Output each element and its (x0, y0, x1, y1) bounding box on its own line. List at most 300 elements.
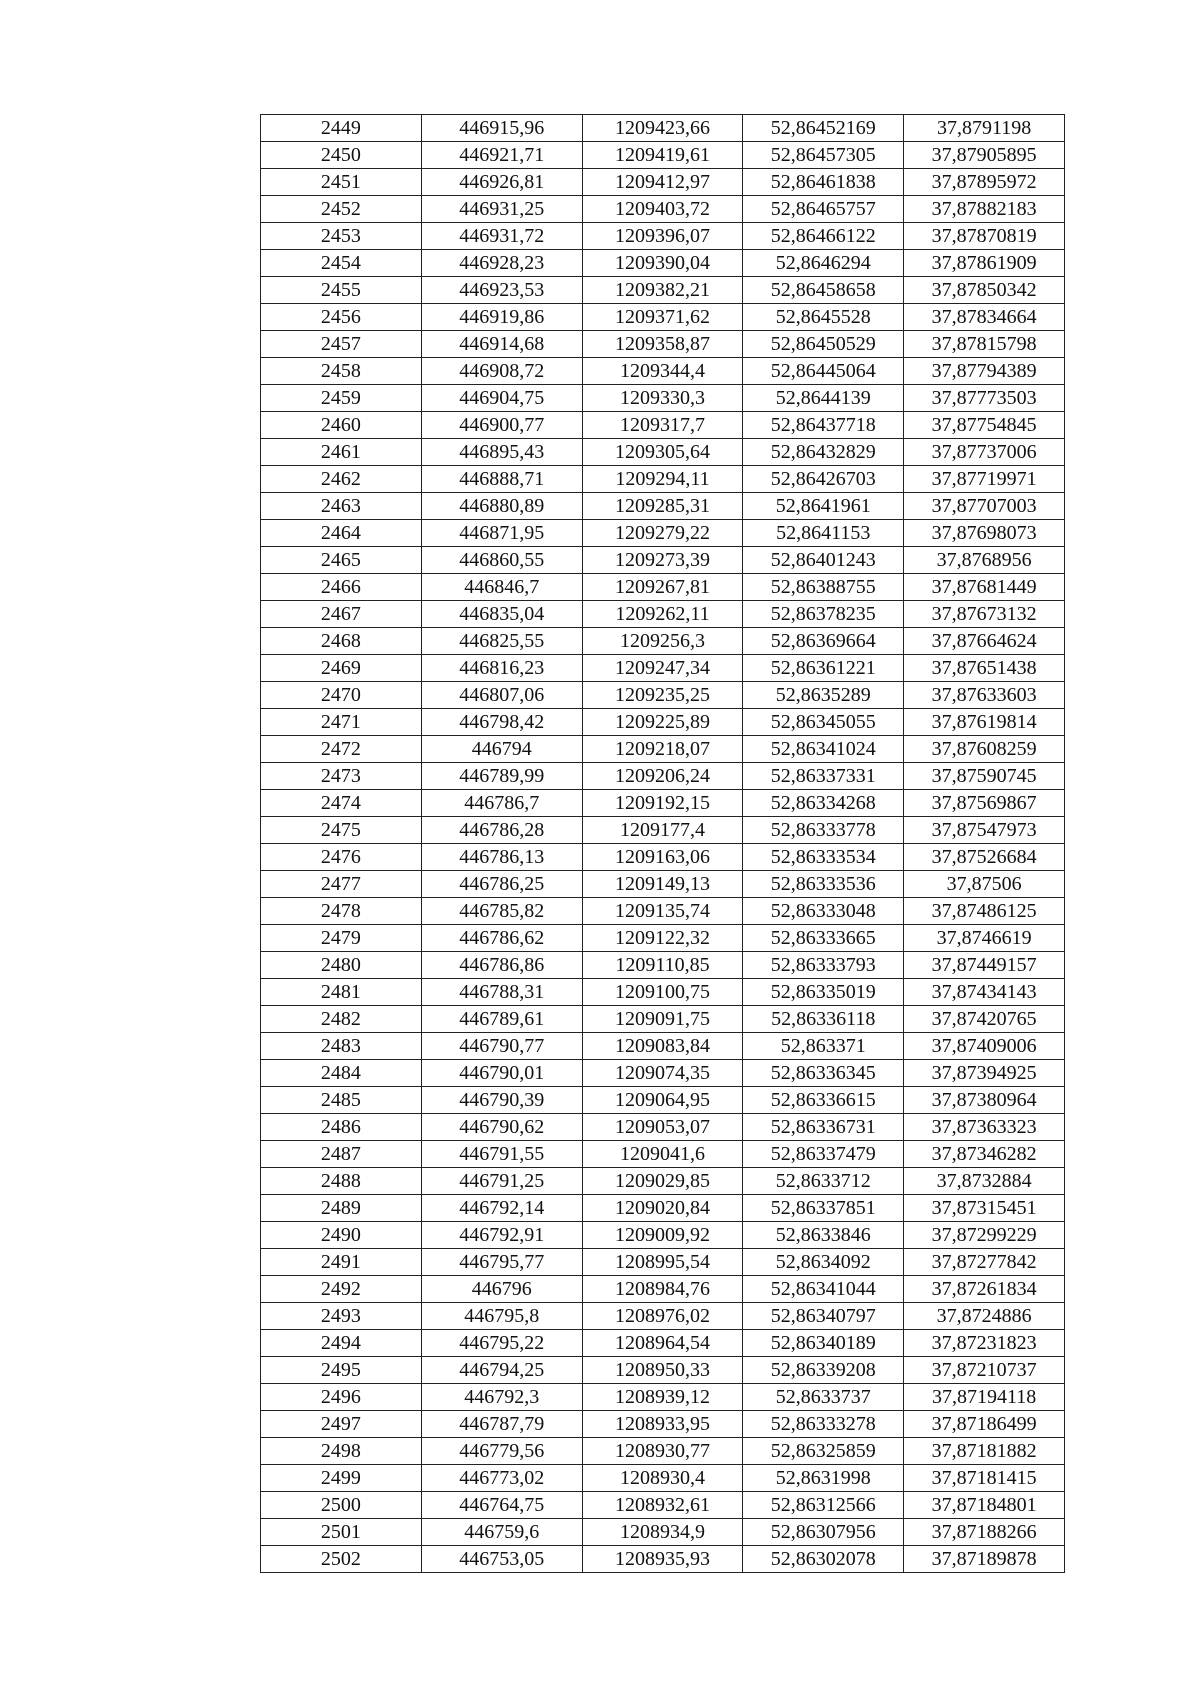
y-coordinate-cell: 1209135,74 (582, 898, 743, 925)
longitude-cell: 37,87633603 (904, 682, 1065, 709)
y-coordinate-cell: 1208930,77 (582, 1438, 743, 1465)
latitude-cell: 52,863371 (743, 1033, 904, 1060)
latitude-cell: 52,86432829 (743, 439, 904, 466)
point-number-cell: 2455 (261, 277, 422, 304)
x-coordinate-cell: 446791,25 (421, 1168, 582, 1195)
latitude-cell: 52,8645528 (743, 304, 904, 331)
y-coordinate-cell: 1209247,34 (582, 655, 743, 682)
x-coordinate-cell: 446816,23 (421, 655, 582, 682)
longitude-cell: 37,87188266 (904, 1519, 1065, 1546)
table-row (261, 601, 1065, 628)
point-number-cell: 2471 (261, 709, 422, 736)
latitude-cell: 52,86333793 (743, 952, 904, 979)
latitude-cell: 52,86336731 (743, 1114, 904, 1141)
x-coordinate-cell: 446915,96 (421, 115, 582, 142)
x-coordinate-cell: 446786,25 (421, 871, 582, 898)
x-coordinate-cell: 446786,13 (421, 844, 582, 871)
y-coordinate-cell: 1208930,4 (582, 1465, 743, 1492)
x-coordinate-cell: 446880,89 (421, 493, 582, 520)
table-row (261, 493, 1065, 520)
y-coordinate-cell: 1209053,07 (582, 1114, 743, 1141)
longitude-cell: 37,87815798 (904, 331, 1065, 358)
latitude-cell: 52,86345055 (743, 709, 904, 736)
x-coordinate-cell: 446795,8 (421, 1303, 582, 1330)
y-coordinate-cell: 1209396,07 (582, 223, 743, 250)
point-number-cell: 2460 (261, 412, 422, 439)
y-coordinate-cell: 1209344,4 (582, 358, 743, 385)
x-coordinate-cell: 446790,01 (421, 1060, 582, 1087)
latitude-cell: 52,86325859 (743, 1438, 904, 1465)
x-coordinate-cell: 446825,55 (421, 628, 582, 655)
x-coordinate-cell: 446795,22 (421, 1330, 582, 1357)
table-row (261, 385, 1065, 412)
table-row (261, 223, 1065, 250)
longitude-cell: 37,87194118 (904, 1384, 1065, 1411)
latitude-cell: 52,86337479 (743, 1141, 904, 1168)
point-number-cell: 2458 (261, 358, 422, 385)
longitude-cell: 37,87189878 (904, 1546, 1065, 1573)
longitude-cell: 37,87184801 (904, 1492, 1065, 1519)
longitude-cell: 37,87181415 (904, 1465, 1065, 1492)
latitude-cell: 52,86341044 (743, 1276, 904, 1303)
table-row (261, 790, 1065, 817)
x-coordinate-cell: 446786,62 (421, 925, 582, 952)
point-number-cell: 2465 (261, 547, 422, 574)
y-coordinate-cell: 1208934,9 (582, 1519, 743, 1546)
y-coordinate-cell: 1209330,3 (582, 385, 743, 412)
latitude-cell: 52,86340189 (743, 1330, 904, 1357)
longitude-cell: 37,8724886 (904, 1303, 1065, 1330)
x-coordinate-cell: 446796 (421, 1276, 582, 1303)
y-coordinate-cell: 1209279,22 (582, 520, 743, 547)
point-number-cell: 2452 (261, 196, 422, 223)
latitude-cell: 52,86457305 (743, 142, 904, 169)
x-coordinate-cell: 446794 (421, 736, 582, 763)
latitude-cell: 52,86437718 (743, 412, 904, 439)
x-coordinate-cell: 446888,71 (421, 466, 582, 493)
y-coordinate-cell: 1209218,07 (582, 736, 743, 763)
x-coordinate-cell: 446914,68 (421, 331, 582, 358)
point-number-cell: 2462 (261, 466, 422, 493)
latitude-cell: 52,86445064 (743, 358, 904, 385)
point-number-cell: 2492 (261, 1276, 422, 1303)
table-row (261, 520, 1065, 547)
table-row (261, 196, 1065, 223)
y-coordinate-cell: 1209358,87 (582, 331, 743, 358)
point-number-cell: 2498 (261, 1438, 422, 1465)
table-row (261, 1195, 1065, 1222)
table-row (261, 844, 1065, 871)
latitude-cell: 52,86341024 (743, 736, 904, 763)
latitude-cell: 52,86333534 (743, 844, 904, 871)
longitude-cell: 37,8746619 (904, 925, 1065, 952)
latitude-cell: 52,86333536 (743, 871, 904, 898)
table-row (261, 682, 1065, 709)
y-coordinate-cell: 1209149,13 (582, 871, 743, 898)
point-number-cell: 2454 (261, 250, 422, 277)
x-coordinate-cell: 446759,6 (421, 1519, 582, 1546)
point-number-cell: 2502 (261, 1546, 422, 1573)
table-row (261, 250, 1065, 277)
x-coordinate-cell: 446790,77 (421, 1033, 582, 1060)
table-row (261, 115, 1065, 142)
x-coordinate-cell: 446895,43 (421, 439, 582, 466)
x-coordinate-cell: 446773,02 (421, 1465, 582, 1492)
x-coordinate-cell: 446791,55 (421, 1141, 582, 1168)
x-coordinate-cell: 446919,86 (421, 304, 582, 331)
longitude-cell: 37,87210737 (904, 1357, 1065, 1384)
point-number-cell: 2477 (261, 871, 422, 898)
longitude-cell: 37,87590745 (904, 763, 1065, 790)
longitude-cell: 37,87794389 (904, 358, 1065, 385)
table-row (261, 1006, 1065, 1033)
point-number-cell: 2491 (261, 1249, 422, 1276)
longitude-cell: 37,87651438 (904, 655, 1065, 682)
point-number-cell: 2496 (261, 1384, 422, 1411)
point-number-cell: 2487 (261, 1141, 422, 1168)
longitude-cell: 37,87394925 (904, 1060, 1065, 1087)
x-coordinate-cell: 446779,56 (421, 1438, 582, 1465)
x-coordinate-cell: 446786,28 (421, 817, 582, 844)
y-coordinate-cell: 1209262,11 (582, 601, 743, 628)
latitude-cell: 52,86361221 (743, 655, 904, 682)
table-row (261, 439, 1065, 466)
x-coordinate-cell: 446792,14 (421, 1195, 582, 1222)
y-coordinate-cell: 1208964,54 (582, 1330, 743, 1357)
latitude-cell: 52,86336345 (743, 1060, 904, 1087)
x-coordinate-cell: 446860,55 (421, 547, 582, 574)
longitude-cell: 37,87773503 (904, 385, 1065, 412)
table-row (261, 1465, 1065, 1492)
point-number-cell: 2467 (261, 601, 422, 628)
x-coordinate-cell: 446789,99 (421, 763, 582, 790)
latitude-cell: 52,8635289 (743, 682, 904, 709)
longitude-cell: 37,87754845 (904, 412, 1065, 439)
latitude-cell: 52,8646294 (743, 250, 904, 277)
point-number-cell: 2475 (261, 817, 422, 844)
x-coordinate-cell: 446792,3 (421, 1384, 582, 1411)
longitude-cell: 37,87905895 (904, 142, 1065, 169)
latitude-cell: 52,8633712 (743, 1168, 904, 1195)
table-row (261, 574, 1065, 601)
longitude-cell: 37,87277842 (904, 1249, 1065, 1276)
longitude-cell: 37,87506 (904, 871, 1065, 898)
latitude-cell: 52,8631998 (743, 1465, 904, 1492)
latitude-cell: 52,86335019 (743, 979, 904, 1006)
point-number-cell: 2501 (261, 1519, 422, 1546)
x-coordinate-cell: 446807,06 (421, 682, 582, 709)
latitude-cell: 52,8633737 (743, 1384, 904, 1411)
table-row (261, 979, 1065, 1006)
latitude-cell: 52,86336118 (743, 1006, 904, 1033)
point-number-cell: 2469 (261, 655, 422, 682)
y-coordinate-cell: 1209009,92 (582, 1222, 743, 1249)
point-number-cell: 2449 (261, 115, 422, 142)
y-coordinate-cell: 1209305,64 (582, 439, 743, 466)
x-coordinate-cell: 446789,61 (421, 1006, 582, 1033)
point-number-cell: 2470 (261, 682, 422, 709)
y-coordinate-cell: 1209371,62 (582, 304, 743, 331)
point-number-cell: 2457 (261, 331, 422, 358)
table-row (261, 898, 1065, 925)
latitude-cell: 52,8641961 (743, 493, 904, 520)
point-number-cell: 2479 (261, 925, 422, 952)
x-coordinate-cell: 446923,53 (421, 277, 582, 304)
x-coordinate-cell: 446846,7 (421, 574, 582, 601)
y-coordinate-cell: 1209317,7 (582, 412, 743, 439)
longitude-cell: 37,87664624 (904, 628, 1065, 655)
coordinates-table-body (261, 115, 1065, 1573)
longitude-cell: 37,87681449 (904, 574, 1065, 601)
y-coordinate-cell: 1209163,06 (582, 844, 743, 871)
point-number-cell: 2485 (261, 1087, 422, 1114)
x-coordinate-cell: 446790,39 (421, 1087, 582, 1114)
point-number-cell: 2486 (261, 1114, 422, 1141)
y-coordinate-cell: 1209083,84 (582, 1033, 743, 1060)
point-number-cell: 2466 (261, 574, 422, 601)
point-number-cell: 2450 (261, 142, 422, 169)
y-coordinate-cell: 1209267,81 (582, 574, 743, 601)
x-coordinate-cell: 446900,77 (421, 412, 582, 439)
y-coordinate-cell: 1208976,02 (582, 1303, 743, 1330)
table-row (261, 304, 1065, 331)
latitude-cell: 52,8634092 (743, 1249, 904, 1276)
longitude-cell: 37,87861909 (904, 250, 1065, 277)
longitude-cell: 37,87834664 (904, 304, 1065, 331)
point-number-cell: 2500 (261, 1492, 422, 1519)
latitude-cell: 52,86401243 (743, 547, 904, 574)
latitude-cell: 52,86312566 (743, 1492, 904, 1519)
point-number-cell: 2484 (261, 1060, 422, 1087)
longitude-cell: 37,87231823 (904, 1330, 1065, 1357)
table-row (261, 331, 1065, 358)
latitude-cell: 52,86333048 (743, 898, 904, 925)
point-number-cell: 2488 (261, 1168, 422, 1195)
longitude-cell: 37,87363323 (904, 1114, 1065, 1141)
longitude-cell: 37,87895972 (904, 169, 1065, 196)
latitude-cell: 52,86465757 (743, 196, 904, 223)
latitude-cell: 52,86450529 (743, 331, 904, 358)
x-coordinate-cell: 446871,95 (421, 520, 582, 547)
table-row (261, 1303, 1065, 1330)
table-row (261, 1060, 1065, 1087)
x-coordinate-cell: 446795,77 (421, 1249, 582, 1276)
table-row (261, 628, 1065, 655)
latitude-cell: 52,86461838 (743, 169, 904, 196)
longitude-cell: 37,87569867 (904, 790, 1065, 817)
point-number-cell: 2495 (261, 1357, 422, 1384)
latitude-cell: 52,86452169 (743, 115, 904, 142)
table-row (261, 655, 1065, 682)
latitude-cell: 52,86337851 (743, 1195, 904, 1222)
point-number-cell: 2482 (261, 1006, 422, 1033)
latitude-cell: 52,8644139 (743, 385, 904, 412)
y-coordinate-cell: 1209294,11 (582, 466, 743, 493)
point-number-cell: 2473 (261, 763, 422, 790)
longitude-cell: 37,87346282 (904, 1141, 1065, 1168)
y-coordinate-cell: 1209423,66 (582, 115, 743, 142)
longitude-cell: 37,87850342 (904, 277, 1065, 304)
latitude-cell: 52,86466122 (743, 223, 904, 250)
table-row (261, 1357, 1065, 1384)
x-coordinate-cell: 446794,25 (421, 1357, 582, 1384)
longitude-cell: 37,87673132 (904, 601, 1065, 628)
point-number-cell: 2490 (261, 1222, 422, 1249)
latitude-cell: 52,86337331 (743, 763, 904, 790)
longitude-cell: 37,87449157 (904, 952, 1065, 979)
y-coordinate-cell: 1209382,21 (582, 277, 743, 304)
y-coordinate-cell: 1209390,04 (582, 250, 743, 277)
point-number-cell: 2468 (261, 628, 422, 655)
point-number-cell: 2499 (261, 1465, 422, 1492)
latitude-cell: 52,86458658 (743, 277, 904, 304)
point-number-cell: 2480 (261, 952, 422, 979)
longitude-cell: 37,87870819 (904, 223, 1065, 250)
point-number-cell: 2472 (261, 736, 422, 763)
table-row (261, 925, 1065, 952)
table-row (261, 1411, 1065, 1438)
longitude-cell: 37,87882183 (904, 196, 1065, 223)
y-coordinate-cell: 1209110,85 (582, 952, 743, 979)
longitude-cell: 37,87707003 (904, 493, 1065, 520)
table-row (261, 1087, 1065, 1114)
y-coordinate-cell: 1209403,72 (582, 196, 743, 223)
latitude-cell: 52,86369664 (743, 628, 904, 655)
latitude-cell: 52,86339208 (743, 1357, 904, 1384)
longitude-cell: 37,8791198 (904, 115, 1065, 142)
latitude-cell: 52,86302078 (743, 1546, 904, 1573)
table-row (261, 1384, 1065, 1411)
point-number-cell: 2453 (261, 223, 422, 250)
x-coordinate-cell: 446785,82 (421, 898, 582, 925)
point-number-cell: 2451 (261, 169, 422, 196)
point-number-cell: 2494 (261, 1330, 422, 1357)
y-coordinate-cell: 1208950,33 (582, 1357, 743, 1384)
y-coordinate-cell: 1208995,54 (582, 1249, 743, 1276)
table-row (261, 169, 1065, 196)
point-number-cell: 2463 (261, 493, 422, 520)
table-row (261, 1114, 1065, 1141)
point-number-cell: 2493 (261, 1303, 422, 1330)
point-number-cell: 2489 (261, 1195, 422, 1222)
x-coordinate-cell: 446931,25 (421, 196, 582, 223)
latitude-cell: 52,86388755 (743, 574, 904, 601)
point-number-cell: 2474 (261, 790, 422, 817)
latitude-cell: 52,86378235 (743, 601, 904, 628)
longitude-cell: 37,87737006 (904, 439, 1065, 466)
table-row (261, 763, 1065, 790)
y-coordinate-cell: 1208933,95 (582, 1411, 743, 1438)
x-coordinate-cell: 446788,31 (421, 979, 582, 1006)
table-row (261, 871, 1065, 898)
latitude-cell: 52,86307956 (743, 1519, 904, 1546)
x-coordinate-cell: 446764,75 (421, 1492, 582, 1519)
x-coordinate-cell: 446926,81 (421, 169, 582, 196)
longitude-cell: 37,87434143 (904, 979, 1065, 1006)
longitude-cell: 37,87380964 (904, 1087, 1065, 1114)
x-coordinate-cell: 446786,86 (421, 952, 582, 979)
latitude-cell: 52,86426703 (743, 466, 904, 493)
point-number-cell: 2461 (261, 439, 422, 466)
x-coordinate-cell: 446904,75 (421, 385, 582, 412)
point-number-cell: 2478 (261, 898, 422, 925)
y-coordinate-cell: 1209192,15 (582, 790, 743, 817)
table-row (261, 1033, 1065, 1060)
longitude-cell: 37,8768956 (904, 547, 1065, 574)
longitude-cell: 37,87608259 (904, 736, 1065, 763)
table-row (261, 1249, 1065, 1276)
latitude-cell: 52,8633846 (743, 1222, 904, 1249)
y-coordinate-cell: 1209100,75 (582, 979, 743, 1006)
x-coordinate-cell: 446790,62 (421, 1114, 582, 1141)
table-row (261, 1438, 1065, 1465)
longitude-cell: 37,87619814 (904, 709, 1065, 736)
longitude-cell: 37,87315451 (904, 1195, 1065, 1222)
y-coordinate-cell: 1209235,25 (582, 682, 743, 709)
table-row (261, 412, 1065, 439)
y-coordinate-cell: 1209285,31 (582, 493, 743, 520)
y-coordinate-cell: 1209177,4 (582, 817, 743, 844)
point-number-cell: 2481 (261, 979, 422, 1006)
point-number-cell: 2476 (261, 844, 422, 871)
point-number-cell: 2456 (261, 304, 422, 331)
y-coordinate-cell: 1208984,76 (582, 1276, 743, 1303)
longitude-cell: 37,87181882 (904, 1438, 1065, 1465)
latitude-cell: 52,86333665 (743, 925, 904, 952)
y-coordinate-cell: 1209041,6 (582, 1141, 743, 1168)
point-number-cell: 2459 (261, 385, 422, 412)
y-coordinate-cell: 1209122,32 (582, 925, 743, 952)
y-coordinate-cell: 1209225,89 (582, 709, 743, 736)
latitude-cell: 52,86340797 (743, 1303, 904, 1330)
y-coordinate-cell: 1208939,12 (582, 1384, 743, 1411)
table-row (261, 1546, 1065, 1573)
y-coordinate-cell: 1209412,97 (582, 169, 743, 196)
y-coordinate-cell: 1209206,24 (582, 763, 743, 790)
table-row (261, 1168, 1065, 1195)
latitude-cell: 52,86333778 (743, 817, 904, 844)
latitude-cell: 52,8641153 (743, 520, 904, 547)
longitude-cell: 37,87547973 (904, 817, 1065, 844)
point-number-cell: 2464 (261, 520, 422, 547)
longitude-cell: 37,8732884 (904, 1168, 1065, 1195)
y-coordinate-cell: 1209064,95 (582, 1087, 743, 1114)
longitude-cell: 37,87299229 (904, 1222, 1065, 1249)
longitude-cell: 37,87526684 (904, 844, 1065, 871)
x-coordinate-cell: 446928,23 (421, 250, 582, 277)
y-coordinate-cell: 1208932,61 (582, 1492, 743, 1519)
y-coordinate-cell: 1209029,85 (582, 1168, 743, 1195)
latitude-cell: 52,86336615 (743, 1087, 904, 1114)
table-row (261, 1222, 1065, 1249)
x-coordinate-cell: 446921,71 (421, 142, 582, 169)
longitude-cell: 37,87261834 (904, 1276, 1065, 1303)
y-coordinate-cell: 1209091,75 (582, 1006, 743, 1033)
table-row (261, 547, 1065, 574)
table-row (261, 466, 1065, 493)
x-coordinate-cell: 446792,91 (421, 1222, 582, 1249)
table-row (261, 1492, 1065, 1519)
latitude-cell: 52,86334268 (743, 790, 904, 817)
table-row (261, 736, 1065, 763)
x-coordinate-cell: 446798,42 (421, 709, 582, 736)
table-row (261, 358, 1065, 385)
x-coordinate-cell: 446787,79 (421, 1411, 582, 1438)
longitude-cell: 37,87486125 (904, 898, 1065, 925)
table-row (261, 817, 1065, 844)
y-coordinate-cell: 1209074,35 (582, 1060, 743, 1087)
x-coordinate-cell: 446835,04 (421, 601, 582, 628)
